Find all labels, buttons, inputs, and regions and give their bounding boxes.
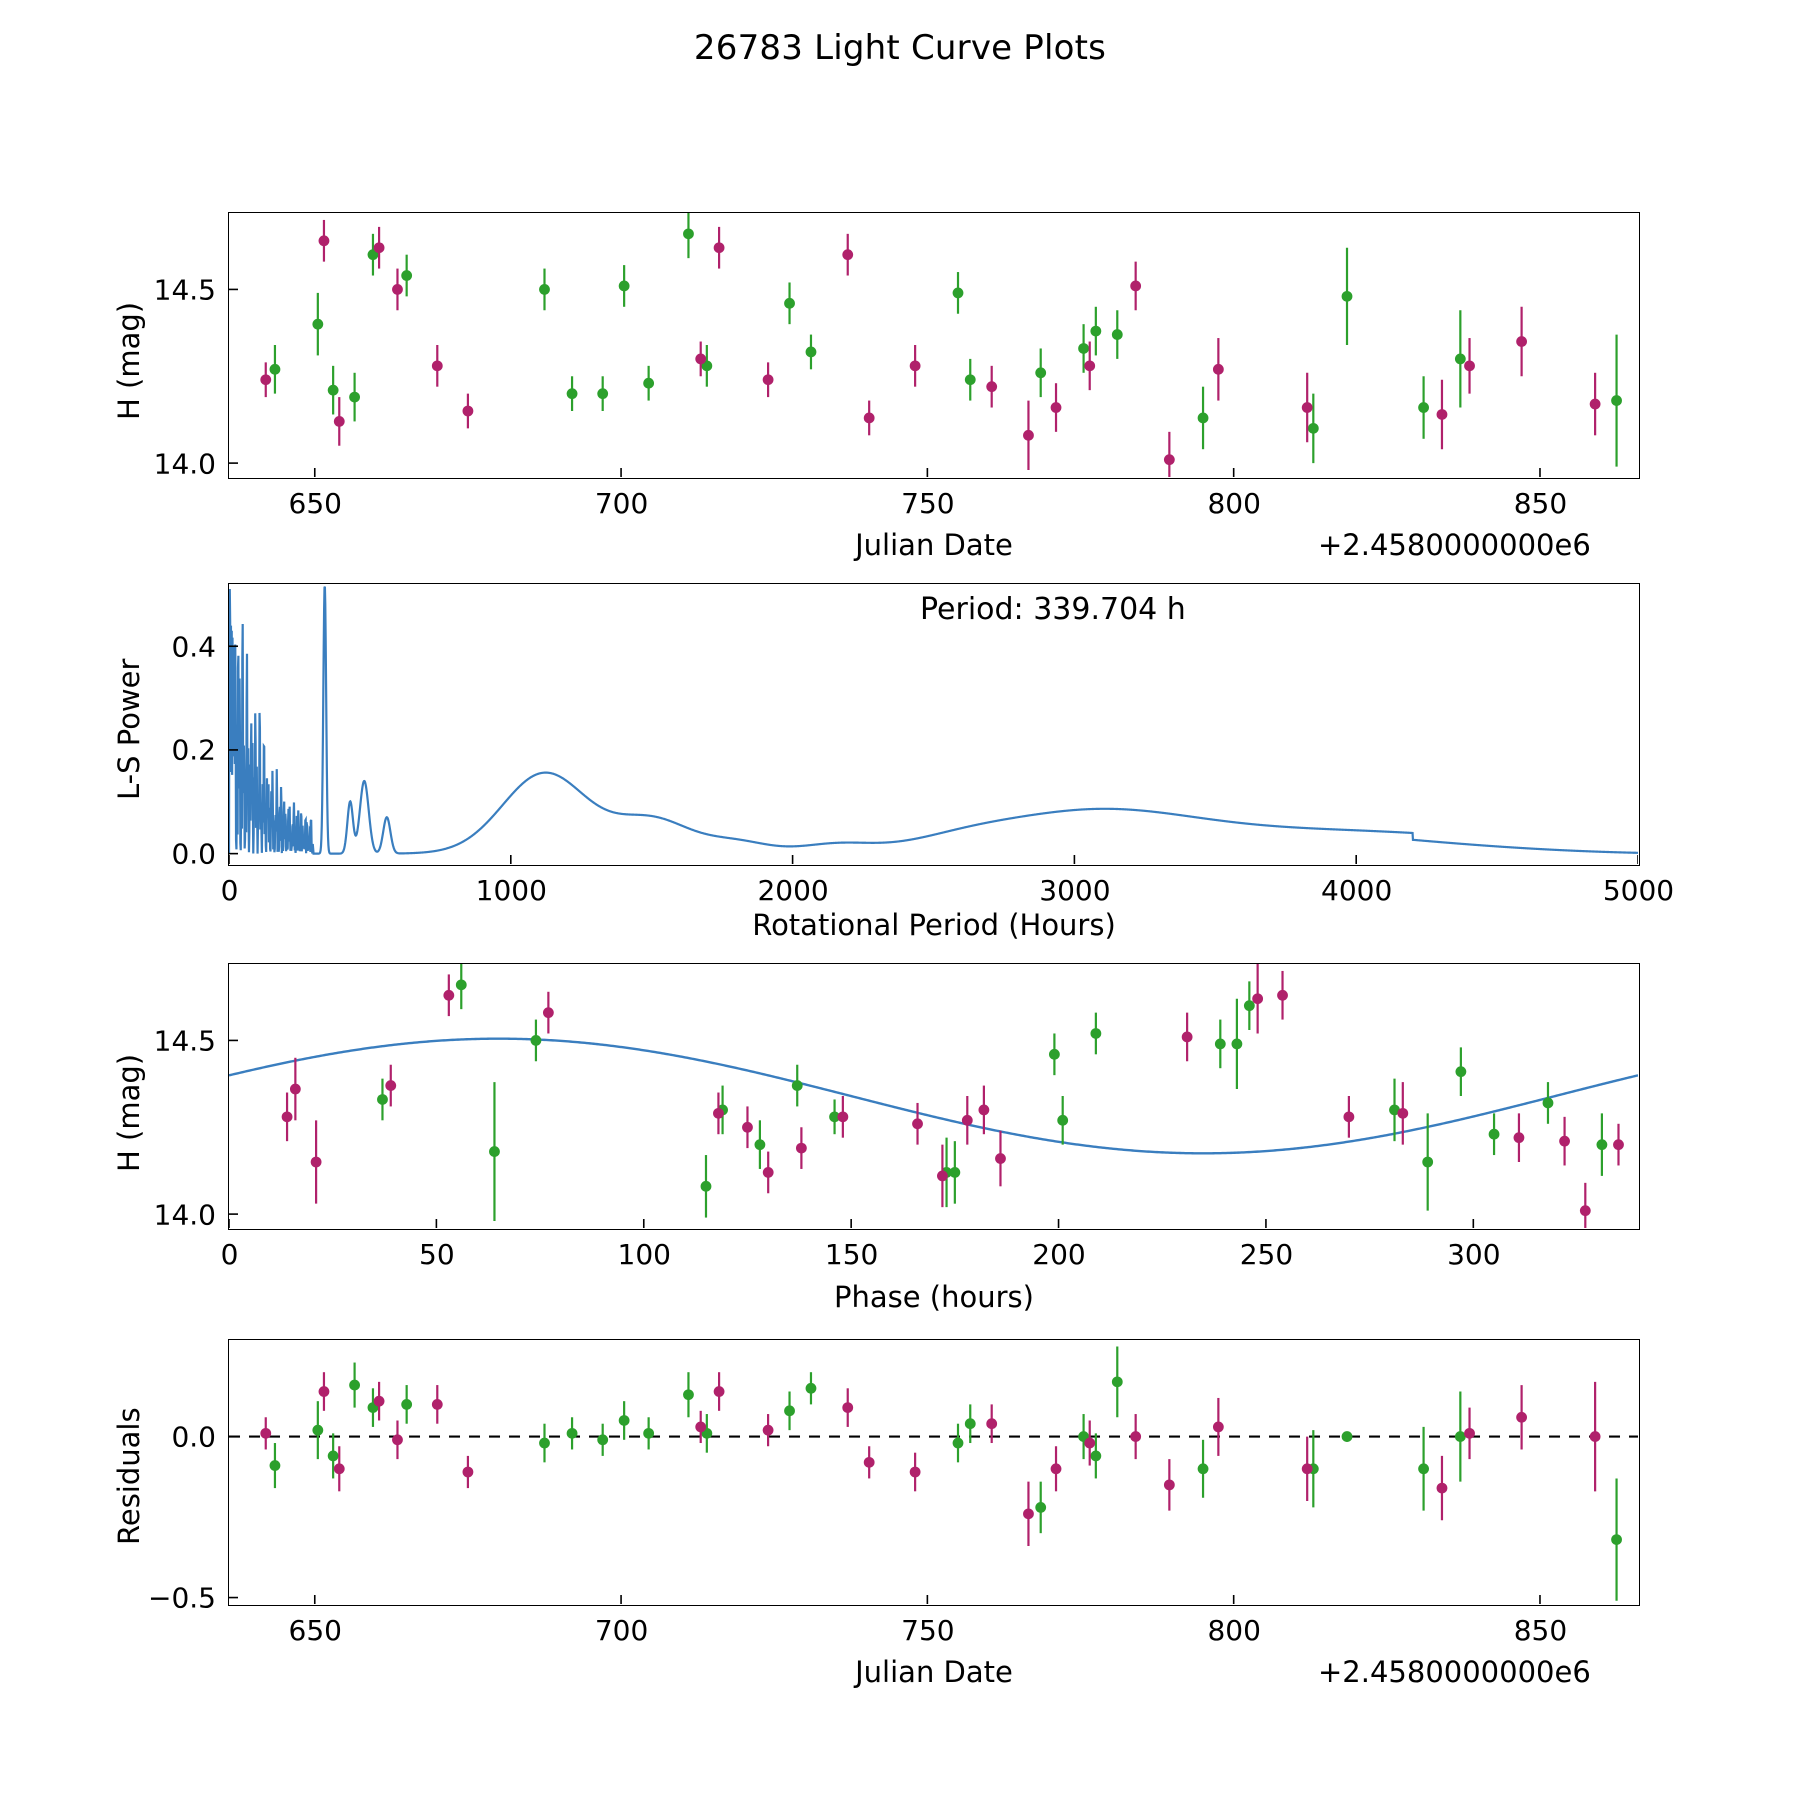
lightcurve-datapoint	[567, 388, 578, 399]
panel1-xtick: 800	[1207, 487, 1261, 520]
residual-datapoint	[1342, 1431, 1353, 1442]
residual-datapoint	[784, 1405, 795, 1416]
residual-datapoint	[260, 1428, 271, 1439]
panel2-xtick: 4000	[1321, 874, 1393, 907]
phase-datapoint	[456, 979, 467, 990]
lightcurve-datapoint	[619, 281, 630, 292]
lightcurve-datapoint	[1112, 329, 1123, 340]
axis-offset-panel4: +2.4580000000e6	[1318, 1655, 1591, 1689]
residual-datapoint	[864, 1457, 875, 1468]
residual-datapoint	[842, 1402, 853, 1413]
residual-datapoint	[643, 1428, 654, 1439]
lightcurve-datapoint	[1455, 353, 1466, 364]
lightcurve-datapoint	[597, 388, 608, 399]
phase-datapoint	[792, 1080, 803, 1091]
panel3-ytick: 14.5	[153, 1024, 216, 1058]
lightcurve-datapoint	[1516, 336, 1527, 347]
residual-datapoint	[763, 1425, 774, 1436]
phase-datapoint	[1422, 1157, 1433, 1168]
residual-datapoint	[986, 1418, 997, 1429]
residual-datapoint	[1455, 1431, 1466, 1442]
lightcurve-datapoint	[1023, 430, 1034, 441]
panel2-ytick: 0.2	[171, 733, 216, 767]
axis-label-x-panel4: Julian Date	[855, 1655, 1013, 1689]
lightcurve-datapoint	[1035, 367, 1046, 378]
residual-datapoint	[1035, 1502, 1046, 1513]
residual-datapoint	[1590, 1431, 1601, 1442]
lightcurve-datapoint	[1198, 413, 1209, 424]
residual-datapoint	[349, 1380, 360, 1391]
residual-datapoint	[1464, 1428, 1475, 1439]
lightcurve-datapoint	[953, 287, 964, 298]
period-annotation: Period: 339.704 h	[920, 592, 1186, 627]
axis-label-y-panel4: Residuals	[112, 1407, 146, 1545]
panel4-xtick: 750	[901, 1614, 955, 1647]
phase-datapoint	[978, 1104, 989, 1115]
phase-datapoint	[531, 1035, 542, 1046]
axis-label-y-panel3: H (mag)	[112, 1053, 146, 1172]
panel2-xtick: 0	[220, 874, 239, 907]
residual-datapoint	[1418, 1463, 1429, 1474]
panel1-xtick: 750	[901, 487, 955, 520]
phase-datapoint	[1514, 1132, 1525, 1143]
phase-datapoint	[1580, 1205, 1591, 1216]
phase-datapoint	[962, 1115, 973, 1126]
residual-datapoint	[619, 1415, 630, 1426]
panel3-xtick: 150	[824, 1238, 879, 1271]
phase-datapoint	[1090, 1028, 1101, 1039]
lightcurve-datapoint	[1308, 423, 1319, 434]
phase-datapoint	[1613, 1139, 1624, 1150]
panel4-ytick: 0.0	[171, 1420, 216, 1454]
panel3-xtick: 200	[1032, 1238, 1086, 1271]
phase-datapoint	[1182, 1032, 1193, 1043]
phase-datapoint	[1455, 1066, 1466, 1077]
phase-datapoint	[443, 990, 454, 1001]
residual-datapoint	[1516, 1412, 1527, 1423]
panel1-xtick: 700	[594, 487, 649, 520]
panel2-ytick: 0.4	[171, 630, 216, 664]
lightcurve-datapoint	[1302, 402, 1313, 413]
phase-datapoint	[995, 1153, 1006, 1164]
lightcurve-datapoint	[401, 270, 412, 281]
phase-datapoint	[763, 1167, 774, 1178]
lightcurve-datapoint	[1130, 281, 1141, 292]
lightcurve-datapoint	[643, 378, 654, 389]
phase-datapoint	[1596, 1139, 1607, 1150]
residual-datapoint	[1112, 1376, 1123, 1387]
axis-label-x-panel3: Phase (hours)	[834, 1280, 1034, 1314]
phase-datapoint	[290, 1084, 301, 1095]
residual-datapoint	[1437, 1483, 1448, 1494]
residual-datapoint	[567, 1428, 578, 1439]
lightcurve-datapoint	[1078, 343, 1089, 354]
phase-datapoint	[1244, 1000, 1255, 1011]
panel3-xtick: 0	[220, 1238, 239, 1271]
panel2-ytick: 0.0	[171, 837, 216, 871]
axis-offset-panel1: +2.4580000000e6	[1318, 528, 1591, 562]
residual-datapoint	[319, 1386, 330, 1397]
lightcurve-datapoint	[539, 284, 550, 295]
panel4-xtick: 650	[288, 1614, 342, 1647]
lightcurve-datapoint	[763, 374, 774, 385]
residual-datapoint	[432, 1399, 443, 1410]
residual-datapoint	[1164, 1479, 1175, 1490]
phase-datapoint	[1277, 990, 1288, 1001]
axis-label-y-panel2: L-S Power	[112, 658, 146, 800]
lightcurve-datapoint	[270, 364, 281, 375]
panel1-ytick: 14.5	[153, 273, 216, 307]
lightcurve-datapoint	[1164, 454, 1175, 465]
residual-datapoint	[1051, 1463, 1062, 1474]
lightcurve-datapoint	[1464, 360, 1475, 371]
lightcurve-datapoint	[784, 298, 795, 309]
lightcurve-datapoint	[986, 381, 997, 392]
panel1-xtick: 650	[288, 487, 342, 520]
residual-datapoint	[910, 1467, 921, 1478]
lightcurve-datapoint	[965, 374, 976, 385]
residual-datapoint	[312, 1425, 323, 1436]
phase-datapoint	[937, 1170, 948, 1181]
panel2-xtick: 1000	[475, 874, 547, 907]
residual-datapoint	[401, 1399, 412, 1410]
lightcurve-datapoint	[319, 235, 330, 246]
lightcurve-datapoint	[842, 249, 853, 260]
residual-datapoint	[695, 1422, 706, 1433]
panel2-xtick: 5000	[1602, 874, 1675, 907]
residual-datapoint	[1130, 1431, 1141, 1442]
lightcurve-datapoint	[1590, 399, 1601, 410]
residual-datapoint	[1023, 1508, 1034, 1519]
lightcurve-datapoint	[312, 319, 323, 330]
panel3-xtick: 300	[1447, 1238, 1501, 1271]
phase-datapoint	[1343, 1111, 1354, 1122]
panel4-ytick: −0.5	[148, 1581, 216, 1615]
axis-label-x-panel2: Rotational Period (Hours)	[752, 908, 1116, 942]
panel3-xtick: 250	[1239, 1238, 1294, 1271]
lightcurve-datapoint	[1090, 326, 1101, 337]
lightcurve-datapoint	[864, 413, 875, 424]
residual-datapoint	[683, 1389, 694, 1400]
phase-datapoint	[713, 1108, 724, 1119]
phase-datapoint	[311, 1157, 322, 1168]
residual-datapoint	[806, 1383, 817, 1394]
panel1-xtick: 850	[1513, 487, 1568, 520]
panel-phase-folded	[228, 963, 1640, 1230]
lightcurve-datapoint	[695, 353, 706, 364]
residual-datapoint	[270, 1460, 281, 1471]
lightcurve-datapoint	[392, 284, 403, 295]
residual-datapoint	[714, 1386, 725, 1397]
axis-label-x-panel1: Julian Date	[855, 528, 1013, 562]
panel4-xtick: 800	[1207, 1614, 1261, 1647]
residual-datapoint	[334, 1463, 345, 1474]
residual-datapoint	[463, 1467, 474, 1478]
residual-datapoint	[1084, 1438, 1095, 1449]
residual-datapoint	[1213, 1422, 1224, 1433]
residual-datapoint	[539, 1438, 550, 1449]
residual-datapoint	[374, 1396, 385, 1407]
panel3-xtick: 50	[419, 1238, 455, 1271]
lightcurve-datapoint	[463, 406, 474, 417]
lightcurve-datapoint	[683, 228, 694, 239]
panel-lightcurve-time	[228, 212, 1640, 479]
residual-datapoint	[1090, 1451, 1101, 1462]
lightcurve-datapoint	[1342, 291, 1353, 302]
phase-datapoint	[949, 1167, 960, 1178]
phase-datapoint	[1049, 1049, 1060, 1060]
residual-datapoint	[1611, 1534, 1622, 1545]
residual-datapoint	[953, 1438, 964, 1449]
phase-datapoint	[282, 1111, 293, 1122]
phase-datapoint	[377, 1094, 388, 1105]
lightcurve-datapoint	[349, 392, 360, 403]
phase-datapoint	[742, 1122, 753, 1133]
phase-datapoint	[543, 1007, 554, 1018]
lightcurve-datapoint	[714, 242, 725, 253]
phase-datapoint	[1543, 1098, 1554, 1109]
phase-datapoint	[796, 1143, 807, 1154]
residual-datapoint	[597, 1434, 608, 1445]
panel4-xtick: 850	[1513, 1614, 1568, 1647]
lightcurve-datapoint	[1051, 402, 1062, 413]
phase-datapoint	[385, 1080, 396, 1091]
panel3-ytick: 14.0	[153, 1198, 216, 1232]
lightcurve-datapoint	[910, 360, 921, 371]
lightcurve-datapoint	[1437, 409, 1448, 420]
panel1-ytick: 14.0	[153, 447, 216, 481]
phase-datapoint	[1057, 1115, 1068, 1126]
lightcurve-datapoint	[334, 416, 345, 427]
phase-datapoint	[1231, 1038, 1242, 1049]
residual-datapoint	[328, 1451, 339, 1462]
lightcurve-datapoint	[432, 360, 443, 371]
lightcurve-datapoint	[374, 242, 385, 253]
lightcurve-datapoint	[1213, 364, 1224, 375]
axis-label-y-panel1: H (mag)	[112, 301, 146, 420]
residual-datapoint	[1198, 1463, 1209, 1474]
phase-datapoint	[1252, 993, 1263, 1004]
residual-datapoint	[965, 1418, 976, 1429]
phase-datapoint	[701, 1181, 712, 1192]
panel-residuals	[228, 1339, 1640, 1606]
panel3-xtick: 100	[617, 1238, 671, 1271]
phase-datapoint	[1489, 1129, 1500, 1140]
panel2-xtick: 3000	[1039, 874, 1111, 907]
lightcurve-datapoint	[1418, 402, 1429, 413]
lightcurve-datapoint	[328, 385, 339, 396]
phase-datapoint	[1559, 1136, 1570, 1147]
residual-datapoint	[392, 1434, 403, 1445]
lightcurve-datapoint	[260, 374, 271, 385]
lightcurve-datapoint	[1084, 360, 1095, 371]
panel4-xtick: 700	[594, 1614, 649, 1647]
phase-datapoint	[837, 1111, 848, 1122]
panel2-xtick: 2000	[757, 874, 829, 907]
phase-datapoint	[1215, 1038, 1226, 1049]
phase-datapoint	[489, 1146, 500, 1157]
residual-datapoint	[1302, 1463, 1313, 1474]
lightcurve-datapoint	[806, 347, 817, 358]
phase-datapoint	[912, 1118, 923, 1129]
page-title: 26783 Light Curve Plots	[693, 28, 1107, 68]
phase-datapoint	[755, 1139, 766, 1150]
phase-datapoint	[1397, 1108, 1408, 1119]
lightcurve-datapoint	[1611, 395, 1622, 406]
